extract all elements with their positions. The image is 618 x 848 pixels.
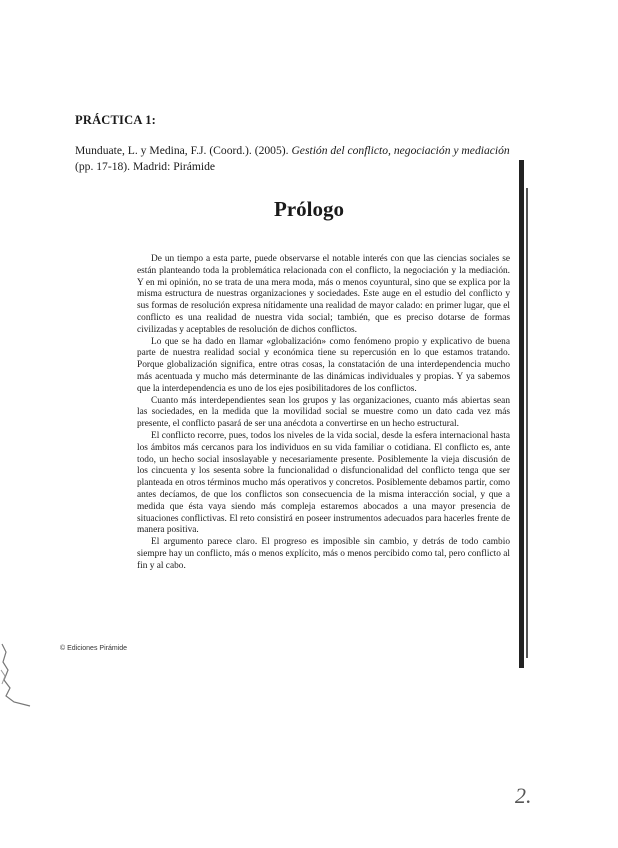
citation-title: Gestión del conflicto, negociación y mediación — [291, 144, 510, 157]
scan-edge-mark — [0, 640, 34, 710]
citation-rest: (pp. 17-18). Madrid: Pirámide — [75, 160, 216, 173]
practice-label: PRÁCTICA 1: — [75, 113, 157, 127]
citation — [75, 143, 515, 175]
paragraph: Cuanto más interdependientes sean los grupos y las organizaciones, cuanto más abiertas sean las sociedades, en la medida que la movilidad social se muestre como un dato cada vez más presente, el conflicto pasará de ser una anécdota a convertirse en un hecho estructural. — [137, 395, 510, 430]
scan-binding-bar-secondary — [526, 188, 528, 658]
scan-binding-bar — [519, 160, 524, 668]
citation-authors: Munduate, L. y Medina, F.J. (Coord.). (2005). — [75, 144, 289, 157]
paragraph: El conflicto recorre, pues, todos los niveles de la vida social, desde la esfera internacional hasta los ámbitos más cercanos para los individuos en su vida familiar o cotidiana. El conflicto es, ante todo, un hecho social insoslayable y necesariamente presente. Posiblemente la vieja discusión de los cincuenta y los sesenta sobre la funcionalidad o disfuncionalidad del conflicto tenga que ser planteada en otros términos mucho más operativos y concretos. Posiblemente debamos partir, como antes decíamos, de que los conflictos son consecuencia de la misma interacción social, y que a medida que ésta vaya siendo más compleja estaremos abocados a una mayor presencia de situaciones conflictivas. El reto consistirá en poseer instrumentos adecuados para hacerles frente de manera positiva. — [137, 430, 510, 536]
paragraph: Lo que se ha dado en llamar «globalización» como fenómeno propio y explicativo de buena parte de nuestra realidad social y económica tiene su repercusión en lo que estamos tratando. Porque globalización significa, entre otras cosas, la constatación de una interdependencia mucho más acentuada y mucho más determinante de las dinámicas individuales y propias. Y ya sabemos que la interdependencia es uno de los ejes posibilitadores de los conflictos. — [137, 336, 510, 394]
page-number: 2. — [515, 783, 532, 808]
page-title: Prólogo — [274, 197, 344, 221]
copyright-notice: © Ediciones Pirámide — [60, 645, 128, 652]
body-text — [137, 254, 510, 573]
paragraph: De un tiempo a esta parte, puede observarse el notable interés con que las ciencias sociales se están planteando toda la problemática relacionada con el conflicto, la negociación y la mediación. Y en mi opinión, no se trata de una mera moda, más o menos coyuntural, sino que se explica por la misma estructura de nuestras organizaciones y sociedades. Este auge en el estudio del conflicto y sus formas de resolución expresa nítidamente una realidad de mayor calado: en primer lugar, que el conflicto es una realidad de nuestra vida social; también, que es preciso dotarse de formas civilizadas y aceptables de resolución de dichos conflictos. — [137, 254, 510, 335]
paragraph: El argumento parece claro. El progreso es imposible sin cambio, y detrás de todo cambio siempre hay un conflicto, más o menos explícito, más o menos percibido como tal, pero conflicto al fin y al cabo. — [137, 537, 510, 571]
